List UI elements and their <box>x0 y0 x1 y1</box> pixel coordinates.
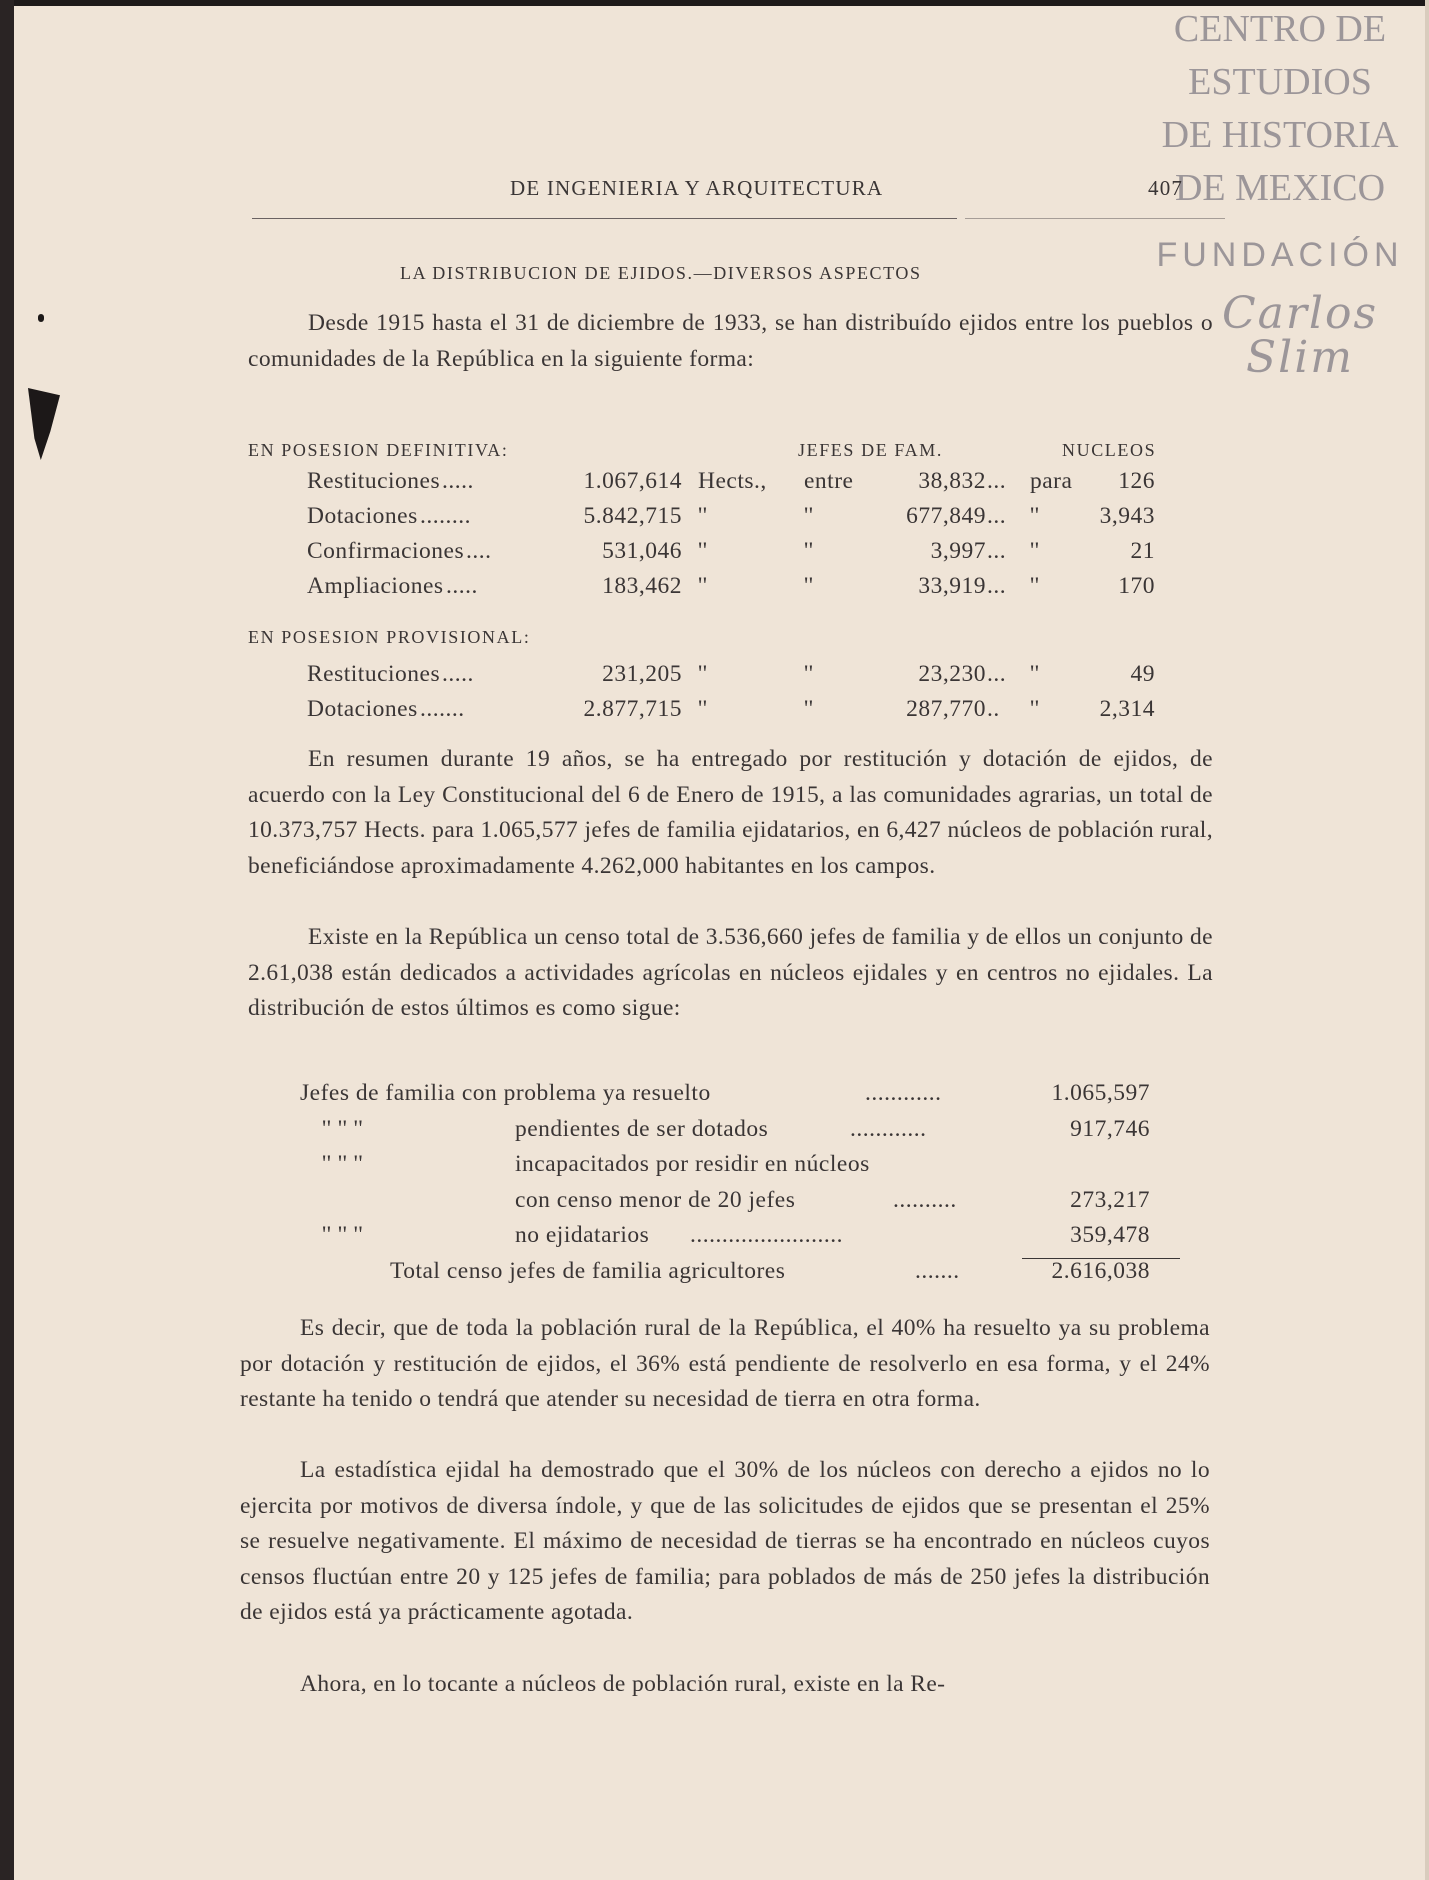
scan-right-edge <box>1425 0 1429 1880</box>
table1-cell-hects: 5.842,715 <box>583 503 682 529</box>
table2-total-dots: ....... <box>915 1258 960 1284</box>
table1-cell-nucleos: 21 <box>1130 538 1155 564</box>
watermark-foundation: FUNDACIÓN <box>1156 236 1404 274</box>
table1-cell-unit: Hects., <box>698 468 767 494</box>
table1-cell-unit: '' <box>698 661 708 687</box>
table2-row-value: 273,217 <box>1070 1187 1150 1213</box>
table2-row-label: incapacitados por residir en núcleos <box>515 1151 870 1177</box>
censo-text: Existe en la República un censo total de 3.536,660 jefes de familia y de ellos un conjunto de 2.61,038 están dedicados a actividades agrícolas en núcleos ejidales y en centros no ejidales. La distribución de estos últimos es como sigue: <box>248 924 1213 1021</box>
table2-row-value: 359,478 <box>1070 1222 1150 1248</box>
table1-cell-dots: ..... <box>442 661 474 687</box>
table1-cell-hects: 531,046 <box>602 538 682 564</box>
table1-cell-unit: '' <box>698 538 708 564</box>
table2-row-label: Jefes de familia con problema ya resuelto <box>300 1080 711 1106</box>
table1-cell-hects: 1.067,614 <box>583 468 682 494</box>
resumen-text: En resumen durante 19 años, se ha entregado por restitución y dotación de ejidos, de acuerdo con la Ley Constitucional del 6 de Enero de 1915, a las comunidades agrarias, un total de 10.373,757 Hects. para 1.065,577 jefes de familia ejidatarios, en 6,427 núcleos de población rural, beneficiándose aproximadamente 4.262,000 habitantes en los campos. <box>248 746 1213 879</box>
table1-cell-jefes: 33,919 <box>918 573 986 599</box>
table2-total-label: Total censo jefes de familia agricultores <box>390 1258 786 1284</box>
table1-cell-prep: '' <box>1030 538 1040 564</box>
table1-cell-label: Confirmaciones <box>307 538 465 564</box>
table1-cell-nucleos: 3,943 <box>1099 503 1155 529</box>
table1-cell-hects: 2.877,715 <box>583 696 682 722</box>
table2-row-dots: .......... <box>893 1187 957 1213</box>
intro-paragraph <box>248 306 1213 377</box>
table1-cell-dots: ....... <box>420 696 465 722</box>
table1-cell-dots: ..... <box>446 573 478 599</box>
resumen-paragraph <box>248 742 1213 884</box>
table1-col-jefes: JEFES DE FAM. <box>798 440 943 460</box>
watermark-line: DE MEXICO <box>1174 167 1386 209</box>
table1-cell-conn: '' <box>804 538 814 564</box>
table1-cell-label: Restituciones <box>307 468 441 494</box>
table1-cell-label: Restituciones <box>307 661 441 687</box>
table1-cell-jdots: ... <box>987 661 1007 687</box>
table1-cell-jdots: ... <box>987 538 1007 564</box>
ahora-text: Ahora, en lo tocante a núcleos de población rural, existe en la Re- <box>300 1671 946 1697</box>
table1-cell-conn: '' <box>804 573 814 599</box>
table2-row-label: no ejidatarios <box>515 1222 650 1248</box>
table1-cell-prep: para <box>1030 468 1073 494</box>
table1-group-title: EN POSESION DEFINITIVA: <box>248 440 509 460</box>
table1-cell-unit: '' <box>698 573 708 599</box>
table1-cell-jdots: .. <box>987 696 1000 722</box>
table1-cell-nucleos: 2,314 <box>1099 696 1155 722</box>
table1-col-nucleos: NUCLEOS <box>1062 440 1157 460</box>
table1-cell-jefes: 287,770 <box>906 696 986 722</box>
table2-row-dots: ............ <box>865 1080 942 1106</box>
table1-cell-prep: '' <box>1030 573 1040 599</box>
page-number: 407 <box>1148 176 1184 200</box>
table2-row-dots: ........................ <box>690 1222 843 1248</box>
table1-cell-jefes: 38,832 <box>918 468 986 494</box>
running-title: DE INGENIERIA Y ARQUITECTURA <box>510 176 884 200</box>
estadistica-text: La estadística ejidal ha demostrado que el 30% de los núcleos con derecho a ejidos no lo ejercita por motivos de diversa índole, y que de las solicitudes de ejidos que se presentan el 25% se resuelve negativamente. El máximo de necesidad de tierras se ha encontrado en núcleos cuyos censos fluctúan entre 20 y 125 jefes de familia; para poblados de más de 250 jefes la distribución de ejidos está ya prácticamente agotada. <box>240 1457 1210 1625</box>
table1-cell-hects: 231,205 <box>602 661 682 687</box>
table2-total-value: 2.616,038 <box>1051 1258 1150 1284</box>
table1-cell-jefes: 677,849 <box>906 503 986 529</box>
decir-paragraph <box>240 1311 1210 1418</box>
table1-cell-conn: '' <box>804 661 814 687</box>
censo-paragraph <box>248 920 1213 1027</box>
table1-cell-prep: '' <box>1030 696 1040 722</box>
table1-cell-nucleos: 170 <box>1118 573 1155 599</box>
intro-text: Desde 1915 hasta el 31 de diciembre de 1933, se han distribuído ejidos entre los pueblos o comunidades de la República en la siguiente forma: <box>248 310 1213 372</box>
scan-left-edge <box>0 0 14 1880</box>
table1-cell-conn: '' <box>804 503 814 529</box>
watermark-line: DE HISTORIA <box>1161 114 1399 156</box>
watermark-line: ESTUDIOS <box>1188 61 1372 103</box>
watermark-signature: Carlos Slim <box>1221 288 1379 383</box>
table1-cell-dots: .... <box>466 538 492 564</box>
estadistica-paragraph <box>240 1453 1210 1631</box>
table1-cell-label: Dotaciones <box>307 503 418 529</box>
table1-cell-prep: '' <box>1030 661 1040 687</box>
table1-cell-hects: 183,462 <box>602 573 682 599</box>
table2-row-label: pendientes de ser dotados <box>515 1116 769 1142</box>
table2-row-value: 1.065,597 <box>1051 1080 1150 1106</box>
table2-ditto: '' '' '' <box>322 1222 364 1248</box>
table1-cell-label: Dotaciones <box>307 696 418 722</box>
table1-cell-jefes: 23,230 <box>918 661 986 687</box>
table2-ditto: '' '' '' <box>322 1116 364 1142</box>
ahora-paragraph <box>240 1667 1210 1703</box>
table1-cell-dots: ..... <box>442 468 474 494</box>
table1-group-title: EN POSESION PROVISIONAL: <box>248 627 531 647</box>
table2-row-label: con censo menor de 20 jefes <box>515 1187 796 1213</box>
table1-cell-nucleos: 49 <box>1130 661 1155 687</box>
table1-cell-label: Ampliaciones <box>307 573 444 599</box>
table1-cell-conn: entre <box>804 468 854 494</box>
table1-cell-dots: ........ <box>420 503 471 529</box>
header-rule <box>252 218 957 219</box>
table1-cell-jdots: ... <box>987 503 1007 529</box>
decir-text: Es decir, que de toda la población rural de la República, el 40% ha resuelto ya su problema por dotación y restitución de ejidos, el 36% está pendiente de resolverlo en esa forma, y el 24% restante ha tenido o tendrá que atender su necesidad de tierra en otra forma. <box>240 1315 1210 1412</box>
table1-cell-jefes: 3,997 <box>930 538 986 564</box>
table2-row-dots: ............ <box>850 1116 927 1142</box>
table1-cell-jdots: ... <box>987 573 1007 599</box>
table1-cell-unit: '' <box>698 696 708 722</box>
table1-cell-jdots: ... <box>987 468 1007 494</box>
watermark-line: CENTRO DE <box>1173 8 1387 50</box>
table2-ditto: '' '' '' <box>322 1151 364 1177</box>
table2-row-value: 917,746 <box>1070 1116 1150 1142</box>
table1-cell-nucleos: 126 <box>1118 468 1155 494</box>
header-rule <box>965 218 1225 219</box>
table1-cell-unit: '' <box>698 503 708 529</box>
table1-cell-conn: '' <box>804 696 814 722</box>
table1-cell-prep: '' <box>1030 503 1040 529</box>
ink-speck <box>38 314 44 322</box>
section-title: LA DISTRIBUCION DE EJIDOS.—DIVERSOS ASPECTOS <box>400 263 922 283</box>
